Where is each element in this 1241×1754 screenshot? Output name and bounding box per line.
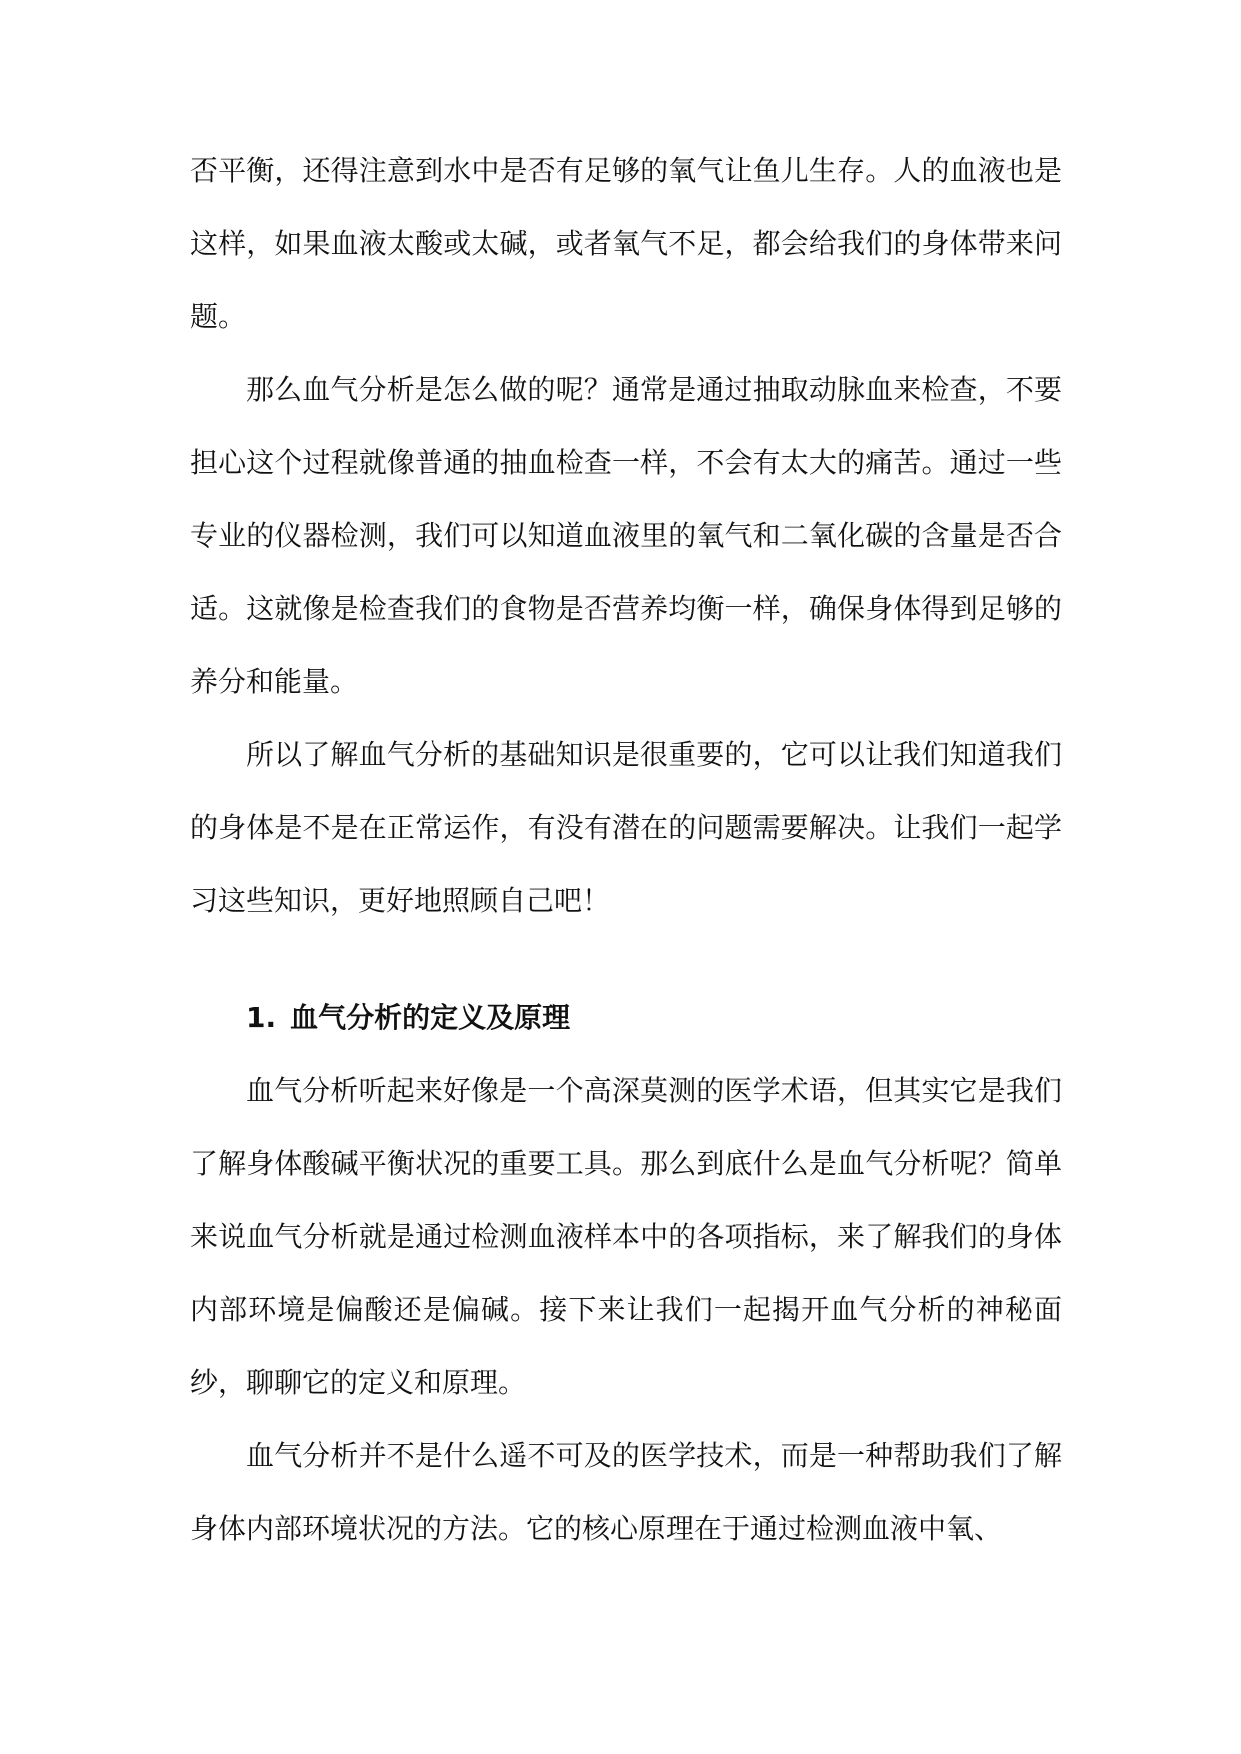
section-heading [190,981,1062,1054]
section-number: 1. [246,1001,277,1034]
section-title: 血气分析的定义及原理 [290,1001,571,1034]
paragraph-procedure: 那么血气分析是怎么做的呢？通常是通过抽取动脉血来检查，不要担心这个过程就像普通的抽血检查一样，不会有太大的痛苦。通过一些专业的仪器检测，我们可以知道血液里的氧气和二氧化碳的含量是否合适。这就像是检查我们的食物是否营养均衡一样，确保身体得到足够的养分和能量。 [190,373,1062,698]
paragraph-definition: 血气分析听起来好像是一个高深莫测的医学术语，但其实它是我们了解身体酸碱平衡状况的重要工具。那么到底什么是血气分析呢？简单来说血气分析就是通过检测血液样本中的各项指标，来了解我们的身体内部环境是偏酸还是偏碱。接下来让我们一起揭开血气分析的神秘面纱，聊聊它的定义和原理。 [190,1074,1062,1399]
paragraph-importance: 所以了解血气分析的基础知识是很重要的，它可以让我们知道我们的身体是不是在正常运作，有没有潜在的问题需要解决。让我们一起学习这些知识，更好地照顾自己吧！ [190,738,1062,917]
paragraph-principle: 血气分析并不是什么遥不可及的医学技术，而是一种帮助我们了解身体内部环境状况的方法。它的核心原理在于通过检测血液中氧、 [190,1439,1062,1545]
document-body [190,134,1062,1565]
paragraph-continued: 否平衡，还得注意到水中是否有足够的氧气让鱼儿生存。人的血液也是这样，如果血液太酸或太碱，或者氧气不足，都会给我们的身体带来问题。 [190,154,1062,333]
